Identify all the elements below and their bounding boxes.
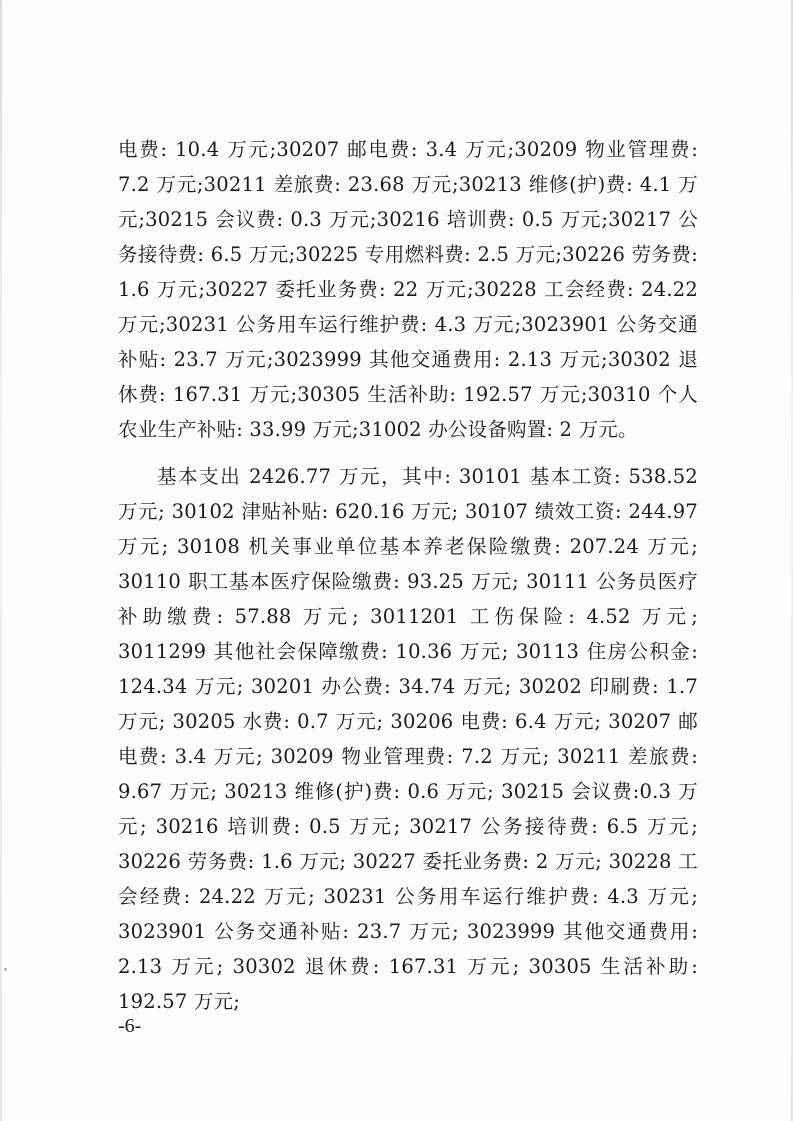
scan-edge-left (0, 0, 2, 1121)
paragraph-continued: 电费: 10.4 万元;30207 邮电费: 3.4 万元;30209 物业管理费: 7.2 万元;30211 差旅费: 23.68 万元;30213 维修(护)费: 4.1 万元;30215 会议费: 0.3 万元;30216 培训费: 0.5 万元;30217 公务接待费: 6.5 万元;30225 专用燃料费: 2.5 万元;30226 劳务费: 1.6 万元;30227 委托业务费: 22 万元;30228 工会经费: 24.22 万元;30231 公务用车运行维护费: 4.3 万元;3023901 公务交通补贴: 23.7 万元;3023999 其他交通费用: 2.13 万元;30302 退休费: 167.31 万元;30305 生活补助: 192.57 万元;30310 个人农业生产补贴: 33.99 万元;31002 办公设备购置: 2 万元。 (118, 138, 698, 441)
body-text (118, 132, 698, 1019)
scan-speck (4, 968, 7, 971)
paragraph-basic-expenditure: 基本支出 2426.77 万元，其中: 30101 基本工资: 538.52 万元; 30102 津贴补贴: 620.16 万元; 30107 绩效工资: 244.97 万元; 30108 机关事业单位基本养老保险缴费: 207.24 万元; 30110 职工基本医疗保险缴费: 93.25 万元; 30111 公务员医疗补助缴费: 57.88 万元; 3011201 工伤保险: 4.52 万元; 3011299 其他社会保障缴费: 10.36 万元; 30113 住房公积金: 124.34 万元; 30201 办公费: 34.74 万元; 30202 印刷费: 1.7 万元; 30205 水费: 0.7 万元; 30206 电费: 6.4 万元; 30207 邮电费: 3.4 万元; 30209 物业管理费: 7.2 万元; 30211 差旅费: 9.67 万元; 30213 维修(护)费: 0.6 万元; 30215 会议费:0.3 万元; 30216 培训费: 0.5 万元; 30217 公务接待费: 6.5 万元; 30226 劳务费: 1.6 万元; 30227 委托业务费: 2 万元; 30228 工会经费: 24.22 万元; 30231 公务用车运行维护费: 4.3 万元; 3023901 公务交通补贴: 23.7 万元; 3023999 其他交通费用: 2.13 万元; 30302 退休费: 167.31 万元; 30305 生活补助: 192.57 万元; (118, 465, 698, 1013)
page-number: -6- (118, 1015, 142, 1037)
